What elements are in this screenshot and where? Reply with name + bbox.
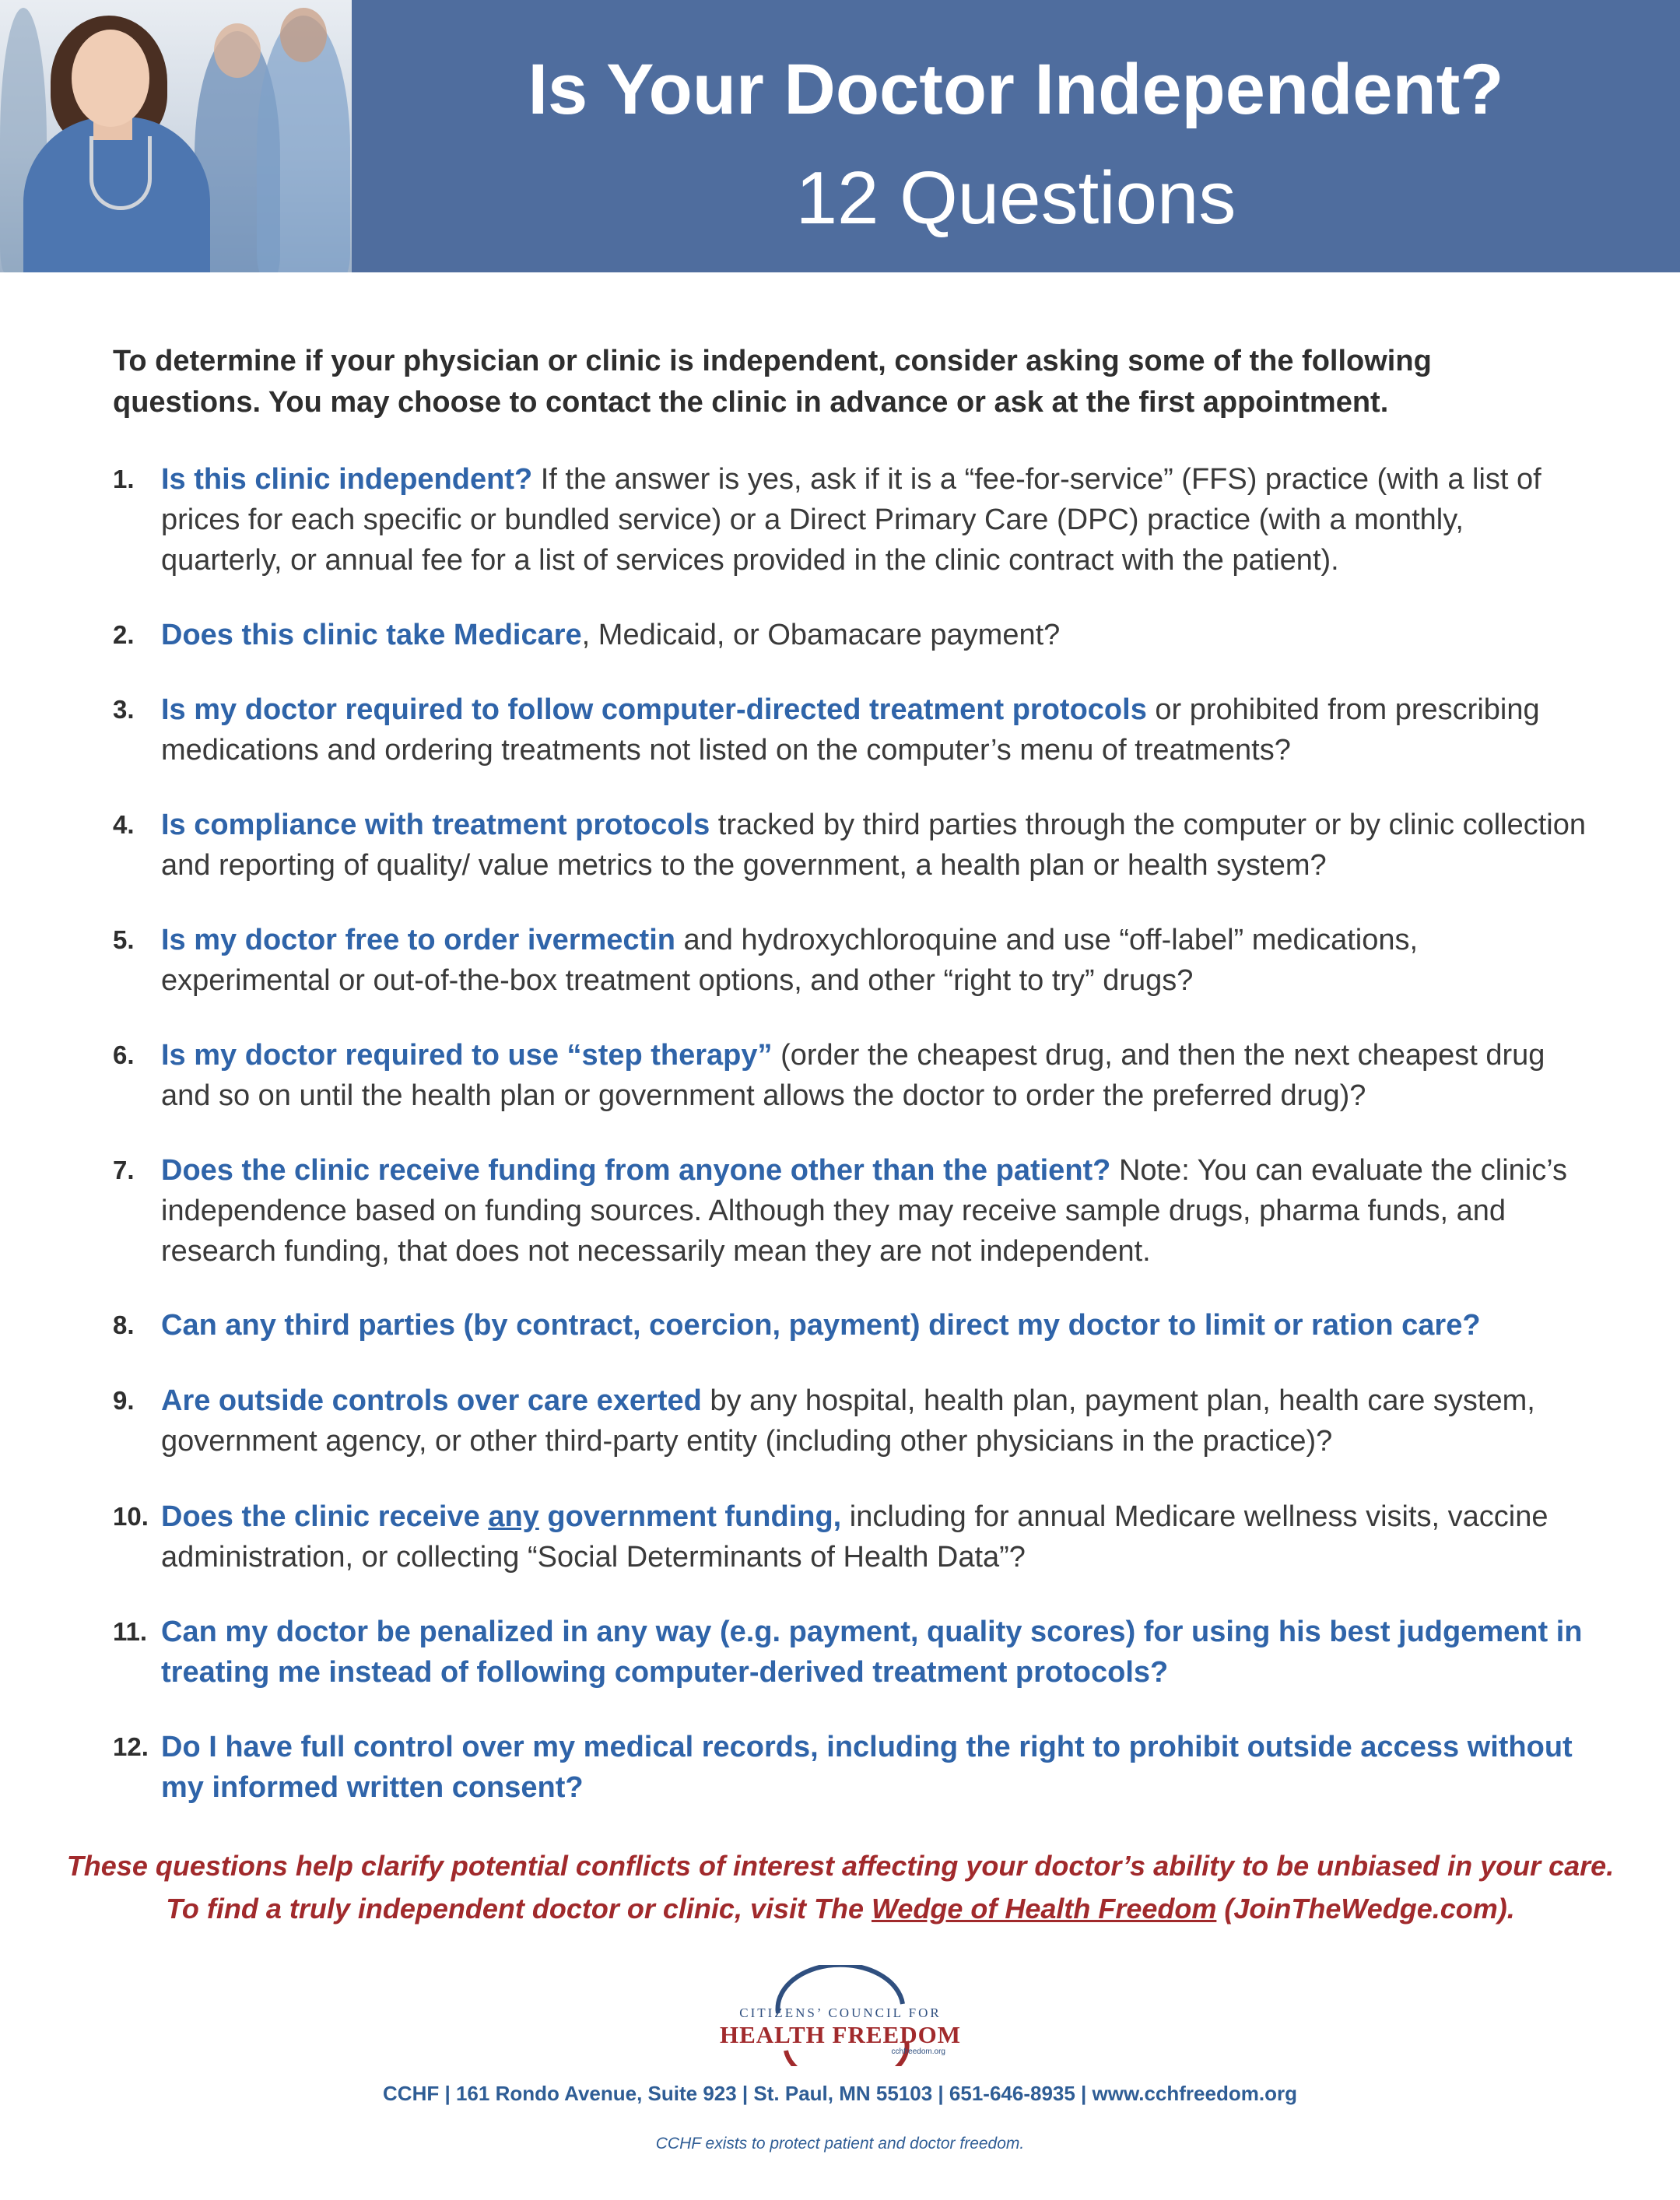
footer-tagline: CCHF exists to protect patient and doctor freedom. (655, 2135, 1025, 2153)
question-highlight: Is this clinic independent? (161, 463, 533, 496)
question-item (113, 1381, 1591, 1461)
question-highlight: Is my doctor required to follow computer-directed treatment protocols (161, 693, 1147, 726)
question-item (113, 1150, 1591, 1272)
closing-text: These questions help clarify potential conflicts of interest affecting your doctor’s ability to be unbiased in your care. To find a truly independent doctor or clinic, visit The (66, 1850, 1615, 1925)
question-highlight: Does the clinic receive funding from anyone other than the patient? (161, 1154, 1111, 1187)
question-number: 11. (113, 1617, 148, 1646)
question-item (113, 1496, 1591, 1577)
logo-url: cchfreedom.org (891, 2047, 945, 2056)
question-number: 6. (113, 1040, 135, 1069)
closing-text-end: (JoinTheWedge.com). (1216, 1893, 1515, 1925)
question-number: 4. (113, 810, 135, 839)
wedge-link[interactable]: Wedge of Health Freedom (871, 1893, 1217, 1925)
question-text: Note: You can evaluate the clinic’s independence based on funding sources. Although they may receive sample drugs, pharma funds, and research funding, that does not necessarily mean they are not independent. (161, 1154, 1567, 1268)
page-title: Is Your Doctor Independent? (528, 50, 1504, 129)
question-number: 3. (113, 695, 135, 724)
question-number: 12. (113, 1732, 149, 1761)
question-text: or prohibited from prescribing medications and ordering treatments not listed on the computer’s menu of treatments? (161, 693, 1540, 767)
question-highlight: Can any third parties (by contract, coercion, payment) direct my doctor to limit or ration care? (161, 1309, 1481, 1342)
cchf-logo (685, 1965, 996, 2066)
question-number: 2. (113, 620, 135, 649)
question-highlight: Are outside controls over care exerted (161, 1384, 702, 1417)
question-item (113, 689, 1591, 770)
question-highlight: Is my doctor required to use “step therapy” (161, 1039, 773, 1072)
header-banner (0, 0, 1680, 272)
question-item (113, 920, 1591, 1001)
question-text: tracked by third parties through the computer or by clinic collection and reporting of quality/ value metrics to the government, a health plan or health system? (161, 809, 1587, 882)
question-highlight: government funding, (538, 1500, 842, 1533)
question-item (113, 1727, 1591, 1808)
question-highlight: Does this clinic take Medicare (161, 619, 582, 651)
closing-statement (62, 1844, 1619, 1930)
question-highlight: Is my doctor free to order ivermectin (161, 924, 675, 956)
question-text: by any hospital, health plan, payment plan, health care system, government agency, or other third-party entity (including other physicians in the practice)? (161, 1384, 1535, 1458)
question-highlight: Does the clinic receive (161, 1500, 489, 1533)
logo-line-1: CITIZENS’ COUNCIL FOR (739, 2005, 942, 2020)
question-number: 10. (113, 1502, 149, 1531)
question-highlight: Can my doctor be penalized in any way (e.g. payment, quality scores) for using his best judgement in treating me instead of following computer-derived treatment protocols? (161, 1616, 1583, 1689)
question-highlight: Is compliance with treatment protocols (161, 809, 710, 841)
question-text: , Medicaid, or Obamacare payment? (581, 619, 1061, 651)
question-number: 1. (113, 465, 135, 493)
question-item (113, 1035, 1591, 1116)
question-text: and hydroxychloroquine and use “off-label” medications, experimental or out-of-the-box treatment options, and other “right to try” drugs? (161, 924, 1419, 997)
question-highlight-underlined: any (488, 1500, 539, 1533)
question-text: If the answer is yes, ask if it is a “fee-for-service” (FFS) practice (with a list of prices for each specific or bundled service) or a Direct Primary Care (DPC) practice (with a monthly, quarterly, or annual fee for a list of services provided in the clinic contract with the patient). (161, 463, 1541, 577)
question-number: 9. (113, 1386, 135, 1415)
question-number: 5. (113, 925, 135, 954)
medical-staff-photo (0, 0, 352, 272)
question-item (113, 805, 1591, 886)
footer-contact: CCHF | 161 Rondo Avenue, Suite 923 | St. Paul, MN 55103 | 651-646-8935 | www.cchfreedom.org (383, 2082, 1297, 2105)
logo-line-2: HEALTH FREEDOM (720, 2021, 961, 2048)
question-highlight: Do I have full control over my medical records, including the right to prohibit outside access without my informed written consent? (161, 1731, 1573, 1804)
question-number: 7. (113, 1156, 135, 1184)
stethoscope-icon (89, 136, 152, 210)
question-item (113, 1612, 1591, 1693)
question-item (113, 615, 1591, 655)
question-item (113, 1305, 1591, 1346)
question-number: 8. (113, 1311, 135, 1339)
intro-paragraph: To determine if your physician or clinic is independent, consider asking some of the following questions. You may choose to contact the clinic in advance or ask at the first appointment. (113, 345, 1432, 419)
question-text: including for annual Medicare wellness visits, vaccine administration, or collecting “Social Determinants of Health Data”? (161, 1500, 1548, 1574)
page-subtitle: 12 Questions (795, 156, 1236, 240)
question-text: (order the cheapest drug, and then the next cheapest drug and so on until the health plan or government allows the doctor to order the preferred drug)? (161, 1039, 1545, 1112)
question-item (113, 459, 1591, 581)
